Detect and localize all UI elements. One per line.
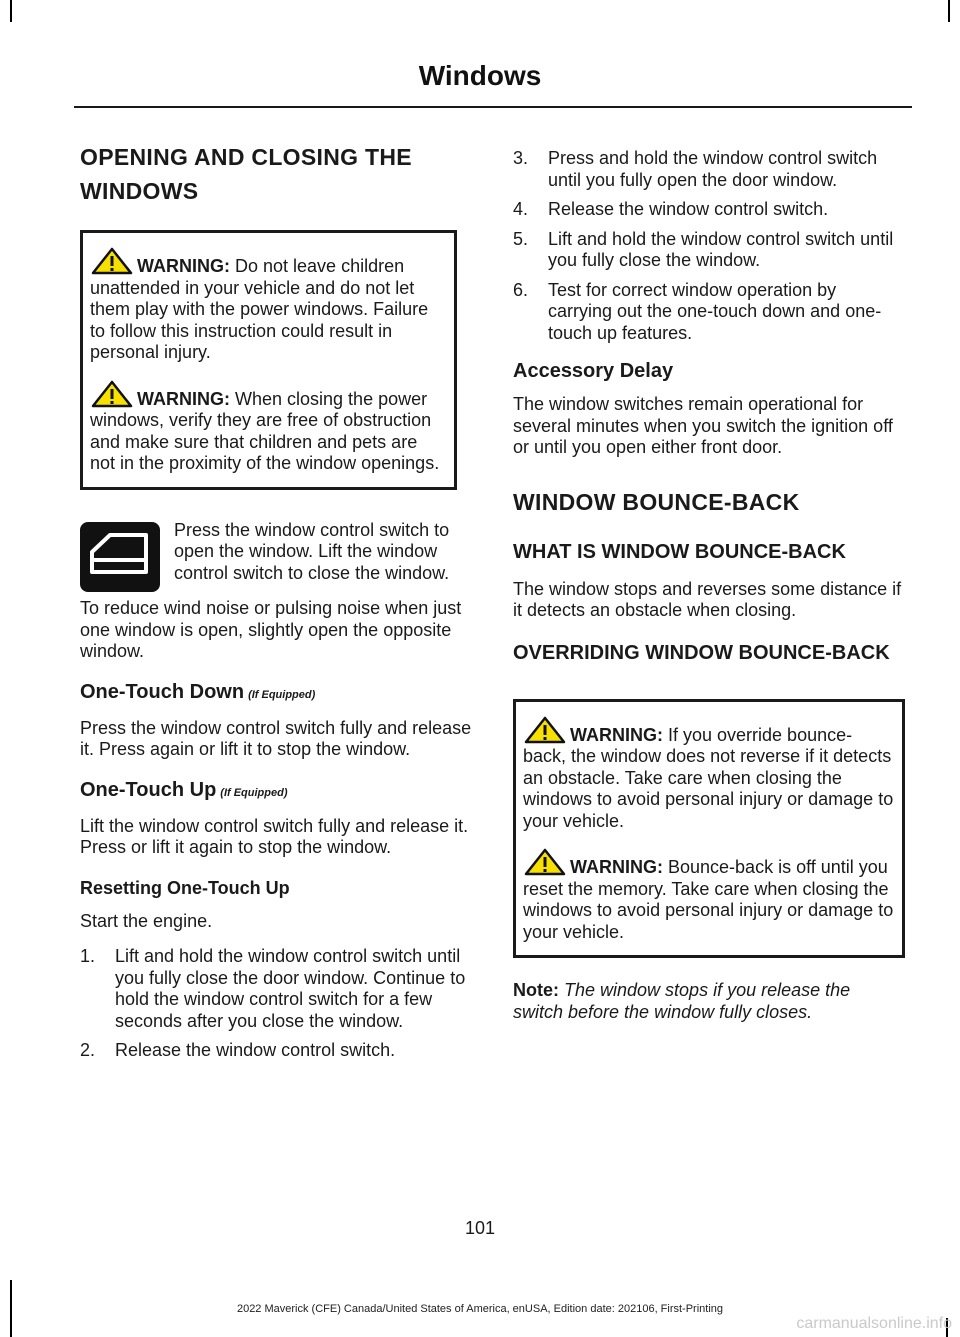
one-touch-up-text: Lift the window control switch fully and release it. Press or lift it again to stop the window. [80,815,469,857]
warning-item: WARNING: If you override bounce-back, the window does not reverse if it detects an obstacle. Take care when closing the windows to avoid personal injury or damage to your vehicle. [523,716,895,833]
warning-triangle-icon [523,848,567,876]
window-switch-instruction: Press the window control switch to open the window. Lift the window control switch to close the window. [80,520,472,585]
warning-triangle-icon [90,380,134,408]
warning-item: WARNING: Do not leave children unattended in your vehicle and do not let them play with the power windows. Failure to follow this instruction could result in personal injury. [90,247,447,364]
right-column [513,148,905,1037]
one-touch-down-text: Press the window control switch fully and release it. Press again or lift it to stop the window. [80,717,472,759]
warning-triangle-icon [90,247,134,275]
warning-box [513,699,905,959]
resetting-steps-list [80,946,472,1062]
resetting-heading: Resetting One-Touch Up [80,877,290,898]
accessory-delay-heading: Accessory Delay [513,360,674,382]
resetting-intro: Start the engine. [80,910,213,931]
warning-item: WARNING: When closing the power windows, verify they are free of obstruction and make sure that children and pets are not in the proximity of the window openings. [90,380,447,475]
list-item: 4. Release the window control switch. [513,199,829,219]
warning-item: WARNING: Bounce-back is off until you reset the memory. Take care when closing the windows to avoid personal injury or damage to your vehicle. [523,848,895,943]
resetting-steps-list-continued [513,148,905,344]
page-title: Windows [418,60,542,91]
accessory-delay-text: The window switches remain operational for several minutes when you switch the ignition off or until you open either front door. [513,394,893,457]
header-divider [74,106,912,108]
crop-mark-top-left [10,0,12,22]
warning-box [80,230,457,490]
list-item: 2. Release the window control switch. [80,1040,396,1060]
section-heading-opening-closing: OPENING AND CLOSING THE WINDOWS [80,144,412,204]
overriding-bounce-back-heading: OVERRIDING WINDOW BOUNCE-BACK [513,641,890,664]
list-item: 6. Test for correct window operation by carrying out the one-touch down and one-touch up features. [513,279,882,343]
what-is-bounce-back-text: The window stops and reverses some distance if it detects an obstacle when closing. [513,578,902,620]
warning-triangle-icon [523,716,567,744]
page-number: 101 [464,1218,496,1238]
list-item: 3. Press and hold the window control switch until you fully open the door window. [513,148,878,190]
one-touch-up-heading: One-Touch Up (If Equipped) [80,778,288,801]
footer-edition-info: 2022 Maverick (CFE) Canada/United States of America, enUSA, Edition date: 202106, First-Printing [236,1303,724,1315]
crop-mark-top-right [948,0,950,22]
list-item: 1. Lift and hold the window control switch until you fully close the door window. Continue to hold the window control switch for a few seconds after you close the window. [80,946,466,1031]
what-is-bounce-back-heading: WHAT IS WINDOW BOUNCE-BACK [513,540,846,563]
one-touch-down-heading: One-Touch Down (If Equipped) [80,680,316,703]
note-paragraph: Note: The window stops if you release the switch before the window fully closes. [513,980,851,1022]
wind-noise-paragraph: To reduce wind noise or pulsing noise when just one window is open, slightly open the opposite window. [80,598,462,661]
window-switch-icon [80,522,160,592]
watermark: carmanualsonline.info [796,1315,952,1332]
list-item: 5. Lift and hold the window control switch until you fully close the window. [513,228,894,270]
window-bounce-back-heading: WINDOW BOUNCE-BACK [513,488,800,515]
left-column [80,140,472,1076]
